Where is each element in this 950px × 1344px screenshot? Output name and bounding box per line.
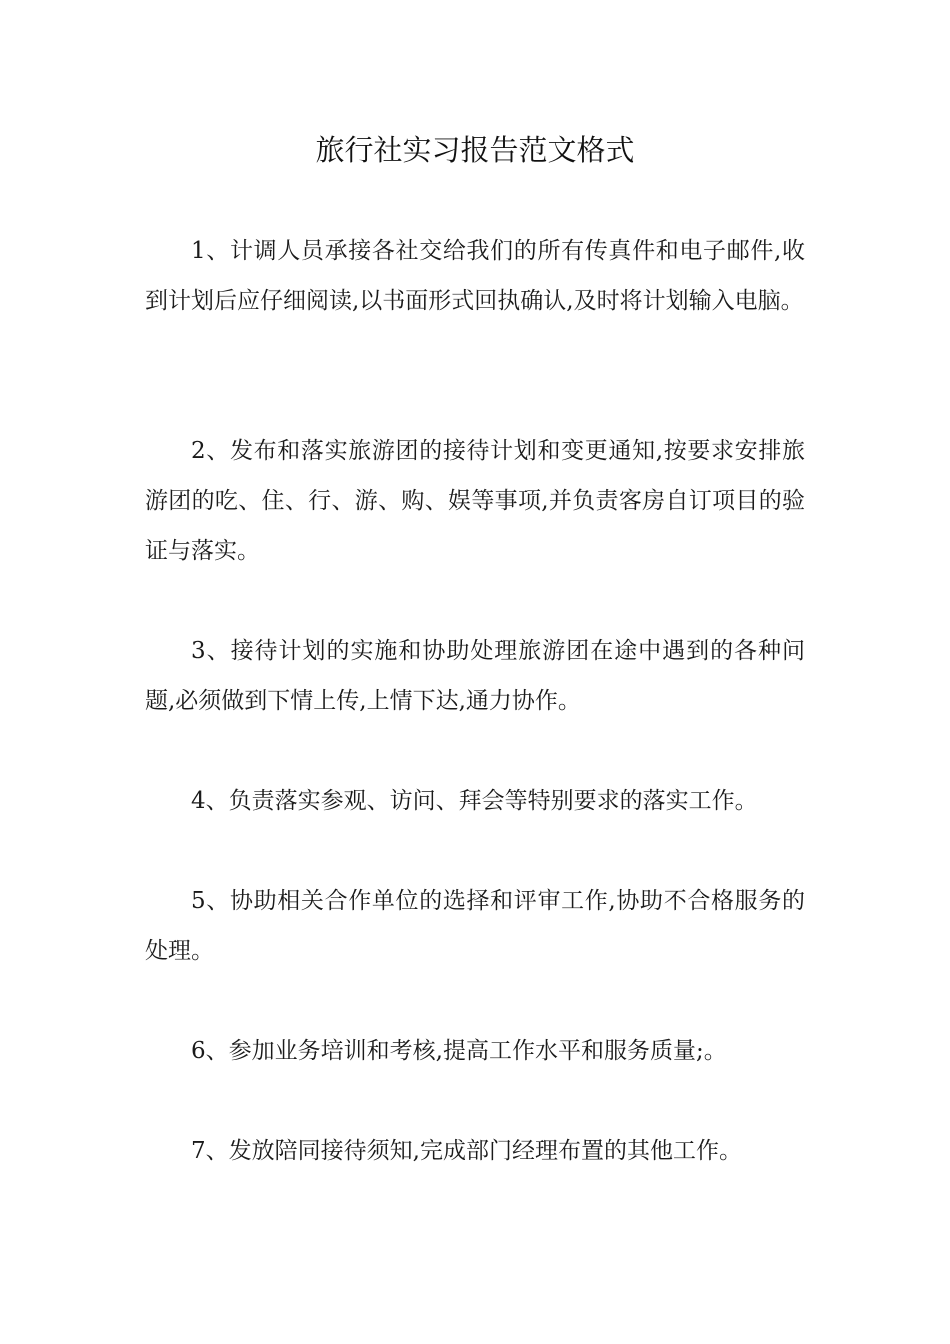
document-title: 旅行社实习报告范文格式 [315,133,635,167]
paragraph-5: 5、协助相关合作单位的选择和评审工作,协助不合格服务的处理。 [145,888,805,964]
paragraph-4: 4、负责落实参观、访问、拜会等特别要求的落实工作。 [191,788,758,814]
paragraph-1: 1、计调人员承接各社交给我们的所有传真件和电子邮件,收到计划后应仔细阅读,以书面形式回执确认,及时将计划输入电脑。 [145,238,805,314]
paragraph-2: 2、发布和落实旅游团的接待计划和变更通知,按要求安排旅游团的吃、住、行、游、购、娱等事项,并负责客房自订项目的验证与落实。 [145,438,805,564]
paragraph-3: 3、接待计划的实施和协助处理旅游团在途中遇到的各种问题,必须做到下情上传,上情下达,通力协作。 [145,638,805,714]
paragraph-7: 7、发放陪同接待须知,完成部门经理布置的其他工作。 [191,1138,742,1164]
paragraph-6: 6、参加业务培训和考核,提高工作水平和服务质量;。 [191,1038,727,1064]
